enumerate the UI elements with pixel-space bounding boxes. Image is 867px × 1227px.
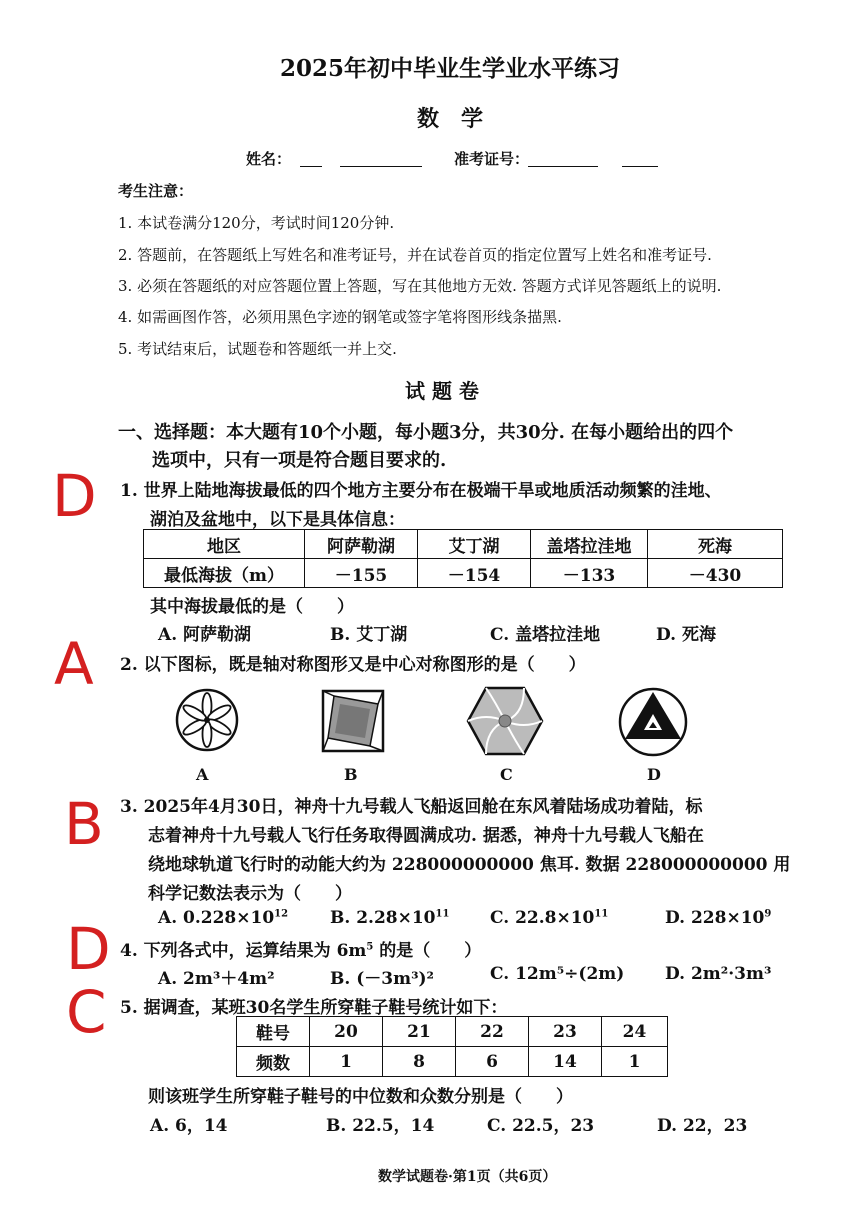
- q1-line1: 1. 世界上陆地海拔最低的四个地方主要分布在极端干旱或地质活动频繁的洼地、: [120, 481, 722, 501]
- handwritten-answer-mark: B: [64, 790, 104, 858]
- q1-option-b: B. 艾丁湖: [330, 625, 408, 645]
- notice-item: 1. 本试卷满分120分，考试时间120分钟.: [118, 214, 395, 232]
- q5-table-cell: 8: [383, 1047, 456, 1077]
- notice-item: 2. 答题前，在答题纸上写姓名和准考证号，并在试卷首页的指定位置写上姓名和准考证号.: [118, 246, 712, 264]
- q1-table-header: 盖塔拉洼地: [531, 530, 648, 559]
- exam-no-underline-1: [528, 166, 598, 167]
- name-label: 姓名：: [246, 150, 292, 168]
- q4-option-a: A. 2m³＋4m²: [158, 969, 275, 989]
- subject-title: 数 学: [416, 106, 483, 132]
- q5-table-cell: 20: [310, 1017, 383, 1047]
- q5-table-cell: 6: [456, 1047, 529, 1077]
- page-title: 2025年初中毕业生学业水平练习: [279, 55, 620, 82]
- q2-label-b: B: [344, 765, 358, 784]
- handwritten-answer-mark: D: [66, 915, 111, 983]
- q4-option-c: C. 12m⁵÷(2m): [490, 964, 625, 984]
- q1-option-a: A. 阿萨勒湖: [158, 625, 252, 645]
- q2-line1: 2. 以下图标，既是轴对称图形又是中心对称图形的是（ ）: [120, 655, 586, 675]
- q1-table-cell: －154: [418, 559, 531, 588]
- handwritten-answer-mark: A: [54, 630, 94, 698]
- q5-table-row-label: 鞋号: [237, 1017, 310, 1047]
- q5-option-b: B. 22.5，14: [326, 1116, 435, 1136]
- q1-line2: 湖泊及盆地中，以下是具体信息：: [150, 510, 405, 530]
- q1-option-c: C. 盖塔拉洼地: [490, 625, 601, 645]
- notice-heading: 考生注意：: [118, 182, 194, 200]
- q5-table-cell: 22: [456, 1017, 529, 1047]
- q5-table-cell: 23: [529, 1017, 602, 1047]
- q5-table-cell: 24: [602, 1017, 668, 1047]
- section-heading-line1: 一、选择题：本大题有10个小题，每小题3分，共30分. 在每小题给出的四个: [118, 422, 734, 443]
- q1-table-cell: －430: [648, 559, 783, 588]
- q5-option-c: C. 22.5，23: [487, 1116, 595, 1136]
- q3-option-d: D. $228\times 10^9$: [665, 908, 772, 928]
- q5-table-row-label: 频数: [237, 1047, 310, 1077]
- name-underline-1: [300, 166, 322, 167]
- q3-option-a: A. $0.228\times 10^{12}$: [158, 908, 289, 928]
- notice-item: 4. 如需画图作答，必须用黑色字迹的钢笔或签字笔将图形线条描黑.: [118, 308, 562, 326]
- q2-label-d: D: [647, 765, 661, 784]
- q1-table-header: 艾丁湖: [418, 530, 531, 559]
- q4-line1: 4. 下列各式中，运算结果为 $6m^5$ 的是（ ）: [120, 941, 482, 961]
- q1-table-header: 阿萨勒湖: [305, 530, 418, 559]
- q5-line1: 5. 据调查，某班30名学生所穿鞋子鞋号统计如下：: [120, 998, 508, 1018]
- q4-option-b: B. (－3m³)²: [330, 969, 435, 989]
- q1-table-header: 死海: [648, 530, 783, 559]
- q2-label-a: A: [196, 765, 209, 784]
- q5-table-cell: 21: [383, 1017, 456, 1047]
- q1-table-row-label: 最低海拔（m）: [144, 559, 305, 588]
- q5-table-cell: 14: [529, 1047, 602, 1077]
- q1-table-header: 地区: [144, 530, 305, 559]
- q5-option-a: A. 6，14: [150, 1116, 228, 1136]
- q1-option-d: D. 死海: [656, 625, 716, 645]
- q4-option-d: D. 2m²·3m³: [665, 964, 772, 984]
- q5-stem: 则该班学生所穿鞋子鞋号的中位数和众数分别是（ ）: [148, 1087, 573, 1107]
- exam-no-label: 准考证号：: [454, 150, 530, 168]
- page-footer: 数学试题卷·第1页（共6页）: [378, 1169, 557, 1185]
- q1-table-cell: －155: [305, 559, 418, 588]
- notice-item: 5. 考试结束后，试题卷和答题纸一并上交.: [118, 340, 397, 358]
- q3-option-c: C. $22.8\times 10^{11}$: [490, 908, 609, 928]
- section-heading-line2: 选项中，只有一项是符合题目要求的.: [152, 450, 447, 471]
- q3-option-b: B. $2.28\times 10^{11}$: [330, 908, 450, 928]
- hexagon-swirl-icon: [466, 685, 544, 757]
- flower-circle-icon: [175, 688, 239, 752]
- q3-line1: 3. 2025年4月30日，神舟十九号载人飞船返回舱在东风着陆场成功着陆，标: [120, 797, 703, 817]
- exam-no-underline-2: [622, 166, 658, 167]
- q3-line3: 绕地球轨道飞行时的动能大约为 228000000000 焦耳. 数据 228000000000 用: [148, 855, 791, 875]
- section-title: 试 题 卷: [405, 379, 479, 403]
- q5-option-d: D. 22，23: [657, 1116, 748, 1136]
- q1-stem: 其中海拔最低的是（ ）: [150, 597, 354, 617]
- q5-table-cell: 1: [602, 1047, 668, 1077]
- q1-table-cell: －133: [531, 559, 648, 588]
- triangle-circle-icon: [617, 686, 689, 758]
- handwritten-answer-mark: D: [52, 462, 97, 530]
- handwritten-answer-mark: C: [66, 978, 107, 1046]
- q5-table: [236, 1016, 668, 1077]
- name-underline-2: [340, 166, 422, 167]
- rotated-square-icon: [320, 688, 386, 754]
- q5-table-cell: 1: [310, 1047, 383, 1077]
- q2-label-c: C: [500, 765, 513, 784]
- q3-line2: 志着神舟十九号载人飞行任务取得圆满成功. 据悉，神舟十九号载人飞船在: [148, 826, 704, 846]
- q1-table: [143, 529, 783, 588]
- notice-item: 3. 必须在答题纸的对应答题位置上答题，写在其他地方无效. 答题方式详见答题纸上的说明.: [118, 277, 722, 295]
- q3-line4: 科学记数法表示为（ ）: [148, 884, 352, 904]
